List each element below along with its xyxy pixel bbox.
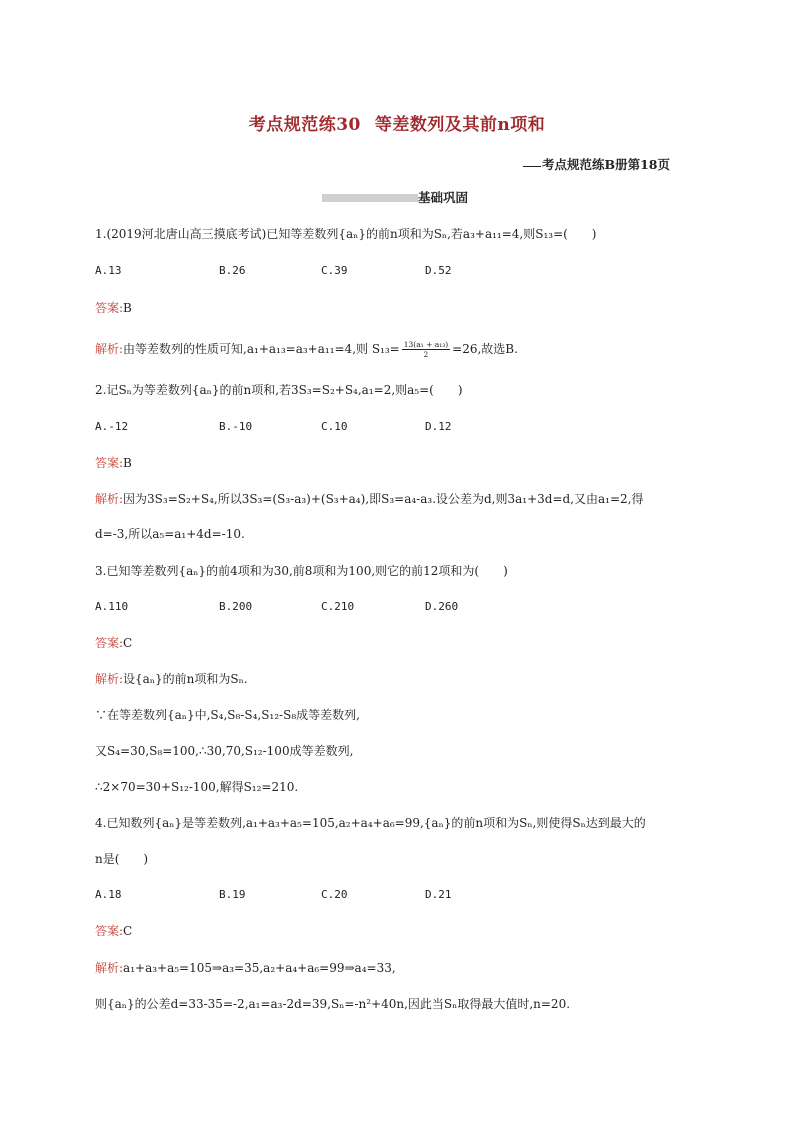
question-1-answer — [95, 300, 132, 316]
question-2-analysis-line-1 — [95, 491, 644, 507]
analysis-text: 因为3S₃=S₂+S₄,所以3S₃=(S₃-a₃)+(S₃+a₄),即S₃=a₄-a₃.设公差为d,则3a₁+3d=d,又由a₁=2,得 — [123, 492, 644, 506]
question-3-analysis-line-1 — [95, 671, 248, 687]
q4-choice-c: C.20 — [321, 888, 348, 901]
analysis-label: 解析: — [95, 961, 124, 975]
question-1-analysis — [95, 340, 518, 359]
question-3-analysis-line-4: ∴2×70=30+S₁₂-100,解得S₁₂=210. — [95, 780, 299, 794]
analysis-label: 解析: — [95, 672, 124, 686]
book-reference — [523, 155, 670, 173]
q1-choice-b: B.26 — [219, 264, 246, 277]
title-topic: 等差数列及其前n项和 — [374, 115, 546, 135]
section-heading-bar — [322, 194, 418, 202]
answer-label: 答案: — [95, 636, 124, 650]
question-3-analysis-line-3: 又S₄=30,S₈=100,∴30,70,S₁₂-100成等差数列, — [95, 744, 354, 758]
q3-choice-a: A.110 — [95, 600, 129, 613]
answer-value: B — [123, 301, 132, 315]
q2-choice-a: A.-12 — [95, 420, 129, 433]
q1-choice-d: D.52 — [425, 264, 452, 277]
answer-label: 答案: — [95, 924, 124, 938]
section-heading: 基础巩固 — [418, 190, 469, 205]
analysis-text-tail: =26,故选B. — [452, 342, 518, 356]
answer-value: C — [123, 924, 133, 938]
q2-choice-d: D.12 — [425, 420, 452, 433]
question-4-analysis-line-1 — [95, 960, 396, 976]
analysis-label: 解析: — [95, 492, 124, 506]
answer-label: 答案: — [95, 301, 124, 315]
q1-choice-c: C.39 — [321, 264, 348, 277]
q2-choice-b: B.-10 — [219, 420, 253, 433]
fraction — [402, 340, 450, 359]
question-3-answer — [95, 635, 132, 651]
question-4-answer — [95, 923, 132, 939]
fraction-denominator: 2 — [423, 350, 429, 359]
page-title — [0, 110, 794, 135]
analysis-text: a₁+a₃+a₅=105⇒a₃=35,a₂+a₄+a₆=99⇒a₄=33, — [123, 961, 396, 975]
q3-choice-c: C.210 — [321, 600, 355, 613]
question-3-stem: 3.已知等差数列{aₙ}的前4项和为30,前8项和为100,则它的前12项和为( ) — [95, 564, 508, 578]
question-2-stem: 2.记Sₙ为等差数列{aₙ}的前n项和,若3S₃=S₂+S₄,a₁=2,则a₅=( ) — [95, 383, 463, 397]
analysis-text: 设{aₙ}的前n项和为Sₙ. — [123, 672, 248, 686]
q1-choice-a: A.13 — [95, 264, 122, 277]
q2-choice-c: C.10 — [321, 420, 348, 433]
q4-choice-d: D.21 — [425, 888, 452, 901]
question-1-stem: 1.(2019河北唐山高三摸底考试)已知等差数列{aₙ}的前n项和为Sₙ,若a₃+a₁₁=4,则S₁₃=( ) — [95, 227, 597, 241]
answer-value: B — [123, 456, 132, 470]
question-4-analysis-line-2: 则{aₙ}的公差d=33-35=-2,a₁=a₃-2d=39,Sₙ=-n²+40n,因此当Sₙ取得最大值时,n=20. — [95, 997, 571, 1011]
question-4-stem-line-2: n是( ) — [95, 852, 149, 866]
question-2-answer — [95, 455, 132, 471]
answer-label: 答案: — [95, 456, 124, 470]
question-3-analysis-line-2: ∵在等差数列{aₙ}中,S₄,S₈-S₄,S₁₂-S₈成等差数列, — [95, 708, 360, 722]
book-reference-text: 考点规范练B册第18页 — [542, 157, 670, 172]
question-2-analysis-line-2: d=-3,所以a₅=a₁+4d=-10. — [95, 527, 245, 541]
q3-choice-b: B.200 — [219, 600, 253, 613]
underline-mark — [523, 166, 541, 167]
q3-choice-d: D.260 — [425, 600, 459, 613]
q4-choice-b: B.19 — [219, 888, 246, 901]
answer-value: C — [123, 636, 133, 650]
q4-choice-a: A.18 — [95, 888, 122, 901]
title-exercise-number: 考点规范练30 — [248, 115, 361, 135]
analysis-text: 由等差数列的性质可知,a₁+a₁₃=a₃+a₁₁=4,则 S₁₃= — [123, 342, 400, 356]
analysis-label: 解析: — [95, 342, 124, 356]
fraction-numerator: 13(a₁ + a₁₃) — [403, 340, 449, 349]
question-4-stem-line-1: 4.已知数列{aₙ}是等差数列,a₁+a₃+a₅=105,a₂+a₄+a₆=99,{aₙ}的前n项和为Sₙ,则使得Sₙ达到最大的 — [95, 816, 646, 830]
